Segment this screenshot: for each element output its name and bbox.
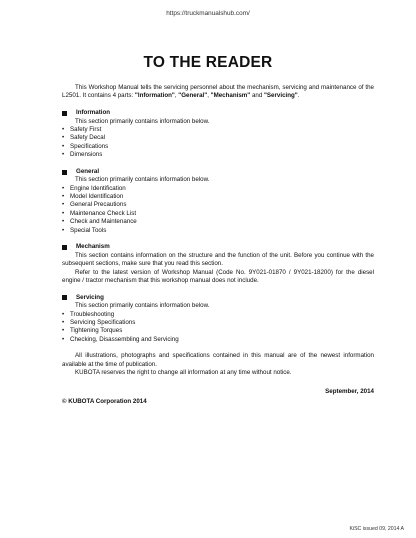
document-body [62, 84, 374, 406]
bullet-dot-icon: • [62, 184, 65, 192]
section-description: This section primarily contains information below. [75, 117, 210, 125]
bullet-dot-icon: • [62, 327, 65, 335]
square-bullet-icon [62, 170, 67, 175]
part-general: "General" [178, 92, 208, 100]
list-item [62, 319, 374, 327]
section-heading-label: Information [76, 109, 111, 117]
list-item [62, 143, 374, 151]
section-heading-label: General [76, 167, 100, 175]
section-heading [62, 294, 374, 302]
list-item [62, 201, 374, 209]
bullet-dot-icon: • [62, 142, 65, 150]
bullet-dot-icon: • [62, 318, 65, 326]
list-item [62, 311, 374, 319]
separator: . [297, 92, 300, 100]
list-item-text: General Precautions [70, 201, 127, 209]
rights-notice: KUBOTA reserves the right to change all information at any time without notice. [75, 369, 292, 377]
list-item-text: Specifications [70, 142, 109, 150]
separator: and [250, 92, 264, 100]
closing-paragraph: All illustrations, photographs and specifications contained in this manual are of the newest information available at the time of publication. [62, 352, 374, 368]
list-item [62, 327, 374, 335]
section-mechanism [62, 243, 374, 285]
part-mechanism: "Mechanism" [210, 92, 251, 100]
bullet-list [62, 126, 374, 160]
section-information [62, 109, 374, 159]
square-bullet-icon [62, 111, 67, 116]
bullet-dot-icon: • [62, 201, 65, 209]
bullet-dot-icon: • [62, 226, 65, 234]
bullet-dot-icon: • [62, 218, 65, 226]
list-item [62, 227, 374, 235]
section-description: This section primarily contains information below. [75, 302, 210, 310]
list-item-text: Model Identification [70, 193, 124, 201]
section-heading [62, 168, 374, 176]
section-note: Refer to the latest version of Workshop Manual (Code No. 9Y021-01870 / 9Y021-18200) for the diesel engine / tractor mechanism that this workshop manual does not include. [62, 268, 374, 285]
list-item-text: Dimensions [70, 151, 103, 159]
list-item-text: Safety First [70, 125, 102, 133]
list-item-text: Troubleshooting [70, 310, 115, 318]
list-item-text: Maintenance Check List [70, 209, 137, 217]
list-item [62, 185, 374, 193]
section-heading [62, 109, 374, 117]
section-description: This section contains information on the structure and the function of the unit. Before you continue with the subsequent sections, make sure that you read this section. [62, 251, 374, 268]
square-bullet-icon [62, 295, 67, 300]
section-heading [62, 243, 374, 251]
footer-issue-code: KiSC issued 09, 2014 A [349, 526, 404, 532]
list-item [62, 210, 374, 218]
list-item [62, 218, 374, 226]
section-heading-label: Servicing [76, 293, 104, 301]
list-item-text: Check and Maintenance [70, 218, 137, 226]
bullet-dot-icon: • [62, 193, 65, 201]
bullet-dot-icon: • [62, 134, 65, 142]
bullet-dot-icon: • [62, 209, 65, 217]
bullet-list [62, 311, 374, 345]
section-description: This section primarily contains information below. [75, 176, 210, 184]
source-url: https://truckmanualshub.com/ [166, 10, 250, 17]
intro-text: This Workshop Manual tells the servicing personnel about the mechanism, servicing and maintenance of the L2501. It contains 4 parts: [62, 84, 374, 100]
bullet-dot-icon: • [62, 151, 65, 159]
section-general [62, 168, 374, 235]
section-servicing [62, 294, 374, 344]
page-title: TO THE READER [143, 54, 273, 71]
closing-notes [62, 352, 374, 377]
separator: , [207, 92, 211, 100]
list-item [62, 134, 374, 142]
publication-date: September, 2014 [325, 387, 374, 395]
list-item-text: Tightening Torques [70, 327, 123, 335]
part-information: "Information" [134, 92, 175, 100]
bullet-list [62, 185, 374, 235]
copyright-notice: © KUBOTA Corporation 2014 [62, 398, 147, 406]
list-item-text: Servicing Specifications [70, 318, 136, 326]
list-item-text: Safety Decal [70, 134, 106, 142]
list-item [62, 336, 374, 344]
list-item [62, 151, 374, 159]
list-item-text: Special Tools [70, 226, 107, 234]
list-item-text: Checking, Disassembling and Servicing [70, 335, 179, 343]
list-item [62, 193, 374, 201]
bullet-dot-icon: • [62, 310, 65, 318]
square-bullet-icon [62, 245, 67, 250]
list-item-text: Engine Identification [70, 184, 126, 192]
bullet-dot-icon: • [62, 335, 65, 343]
intro-paragraph [62, 84, 374, 101]
list-item [62, 126, 374, 134]
bullet-dot-icon: • [62, 125, 65, 133]
separator: , [174, 92, 179, 100]
part-servicing: "Servicing" [264, 92, 298, 100]
section-heading-label: Mechanism [76, 243, 110, 251]
